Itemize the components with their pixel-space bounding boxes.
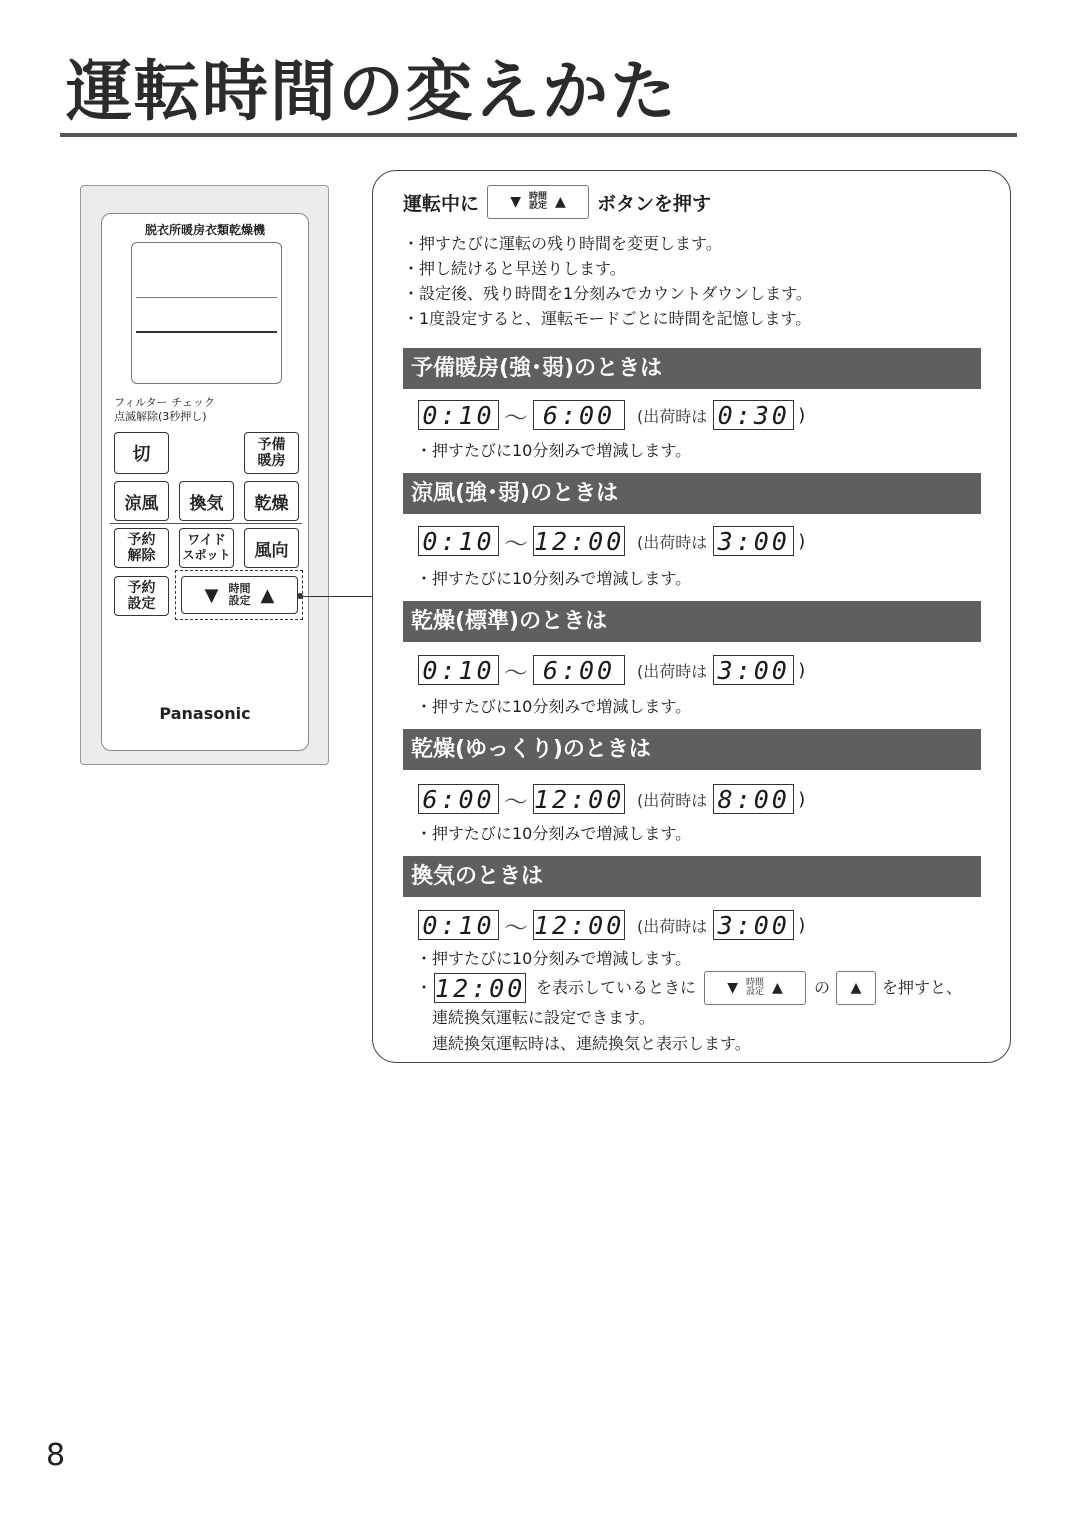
up-triangle-icon: ▲ bbox=[555, 194, 566, 210]
close-paren: ) bbox=[798, 788, 806, 810]
cool-button[interactable]: 涼風 bbox=[114, 481, 169, 521]
list-item: ・設定後、残り時間を1分刻みでカウントダウンします。 bbox=[403, 284, 812, 303]
key-label bbox=[746, 979, 764, 997]
section-heading-vent: 換気のときは bbox=[403, 856, 981, 897]
lcd-max: 6:00 bbox=[533, 655, 625, 685]
continuous-text2: の bbox=[814, 978, 831, 997]
filter-check-label-line1: フィルター チェック bbox=[114, 396, 215, 409]
lcd-default: 3:00 bbox=[713, 910, 794, 940]
default-label: (出荷時は bbox=[637, 790, 708, 810]
heading-text-post: ボタンを押す bbox=[597, 192, 712, 215]
range-tilde: 〜 bbox=[504, 403, 528, 432]
remote-divider bbox=[110, 523, 302, 524]
page-number: 8 bbox=[46, 1438, 66, 1473]
wide-label-1: ワイド bbox=[187, 533, 226, 548]
continuous-vent-note bbox=[416, 971, 962, 1057]
section-note: ・押すたびに10分刻みで増減します。 bbox=[416, 949, 692, 968]
remote-control-illustration bbox=[80, 185, 329, 765]
continuous-vent-line2: 連続換気運転に設定できます。 bbox=[432, 1008, 655, 1027]
instruction-panel bbox=[372, 170, 1011, 1063]
lcd-default: 3:00 bbox=[713, 526, 794, 556]
lcd-1200: 12:00 bbox=[435, 974, 526, 1003]
leader-line bbox=[303, 596, 373, 597]
range-tilde: 〜 bbox=[504, 529, 528, 558]
down-triangle-icon: ▼ bbox=[727, 980, 739, 996]
continuous-text1: を表示しているときに bbox=[536, 978, 697, 997]
close-paren: ) bbox=[798, 914, 806, 936]
lcd-default: 3:00 bbox=[713, 655, 794, 685]
up-triangle-icon: ▲ bbox=[850, 980, 862, 996]
up-triangle-icon: ▲ bbox=[260, 584, 275, 606]
time-range-row bbox=[418, 654, 805, 686]
wide-label-2: スポット bbox=[182, 548, 231, 562]
default-label: (出荷時は bbox=[637, 916, 708, 936]
continuous-text3: を押すと、 bbox=[882, 978, 963, 997]
continuous-vent-line1 bbox=[416, 971, 962, 1005]
key-label-2: 設定 bbox=[529, 201, 548, 211]
reserve-label-2: 設定 bbox=[127, 596, 156, 612]
brand-logo: Panasonic bbox=[159, 704, 251, 723]
filter-check-label bbox=[114, 396, 215, 424]
heading-text-pre: 運転中に bbox=[403, 192, 480, 215]
key-label bbox=[529, 193, 547, 211]
key-label-2: 設定 bbox=[746, 987, 765, 997]
section-heading-dry-standard: 乾燥(標準)のときは bbox=[403, 601, 981, 642]
lcd-min: 0:10 bbox=[418, 910, 499, 940]
lcd-min: 0:10 bbox=[418, 400, 499, 430]
close-paren: ) bbox=[798, 659, 806, 681]
section-note: ・押すたびに10分刻みで増減します。 bbox=[416, 441, 692, 460]
section-heading-cool: 涼風(強･弱)のときは bbox=[403, 473, 981, 514]
close-paren: ) bbox=[798, 530, 806, 552]
page-title: 運転時間の変えかた bbox=[66, 53, 678, 130]
preheat-button[interactable] bbox=[244, 432, 299, 474]
list-item: ・1度設定すると、運転モードごとに時間を記憶します。 bbox=[403, 309, 812, 328]
section-note: ・押すたびに10分刻みで増減します。 bbox=[416, 697, 692, 716]
down-triangle-icon: ▼ bbox=[204, 584, 219, 606]
range-tilde: 〜 bbox=[504, 658, 528, 687]
lcd-max: 12:00 bbox=[534, 785, 625, 814]
time-setting-button[interactable] bbox=[181, 576, 298, 614]
preheat-label-1: 予備 bbox=[257, 437, 286, 453]
reserve-label-1: 予約 bbox=[127, 580, 156, 596]
range-tilde: 〜 bbox=[504, 787, 528, 816]
time-label-1: 時間 bbox=[228, 582, 251, 595]
cancel-label-2: 解除 bbox=[127, 548, 156, 564]
lcd-max: 12:00 bbox=[534, 911, 625, 940]
time-range-row bbox=[418, 399, 805, 431]
bullet-mark: ・ bbox=[416, 978, 433, 997]
default-label: (出荷時は bbox=[637, 532, 708, 552]
up-triangle-icon: ▲ bbox=[772, 980, 783, 996]
filter-check-label-line2: 点滅解除(3秒押し) bbox=[114, 410, 207, 423]
section-note: ・押すたびに10分刻みで増減します。 bbox=[416, 824, 692, 843]
dry-button[interactable]: 乾燥 bbox=[244, 481, 299, 521]
reservation-cancel-button[interactable] bbox=[114, 528, 169, 568]
cancel-label-1: 予約 bbox=[127, 532, 156, 548]
lcd-max: 6:00 bbox=[533, 400, 625, 430]
remote-face bbox=[101, 213, 309, 751]
reservation-set-button[interactable] bbox=[114, 576, 169, 616]
lcd-default: 0:30 bbox=[713, 400, 794, 430]
up-key bbox=[836, 971, 876, 1005]
bullet-list bbox=[403, 231, 812, 331]
list-item: ・押すたびに運転の残り時間を変更します。 bbox=[403, 234, 722, 253]
remote-model-label: 脱衣所暖房衣類乾燥機 bbox=[144, 223, 265, 237]
lcd-default: 8:00 bbox=[713, 784, 794, 814]
display-line bbox=[136, 297, 277, 298]
time-setting-key bbox=[704, 971, 806, 1005]
time-range-row bbox=[418, 783, 805, 815]
section-heading-preheat: 予備暖房(強･弱)のときは bbox=[403, 348, 981, 389]
time-label-2: 設定 bbox=[228, 594, 251, 607]
default-label: (出荷時は bbox=[637, 406, 708, 426]
display-line bbox=[136, 331, 277, 333]
air-direction-button[interactable]: 風向 bbox=[244, 528, 299, 568]
section-note: ・押すたびに10分刻みで増減します。 bbox=[416, 569, 692, 588]
range-tilde: 〜 bbox=[504, 913, 528, 942]
key-label-1: 時間 bbox=[529, 192, 548, 202]
lcd-max: 12:00 bbox=[534, 527, 625, 556]
time-setting-label bbox=[229, 583, 251, 607]
list-item: ・押し続けると早送りします。 bbox=[403, 259, 626, 278]
lcd-min: 0:10 bbox=[418, 655, 499, 685]
panel-heading bbox=[403, 185, 711, 219]
down-triangle-icon: ▼ bbox=[510, 194, 521, 210]
vent-button[interactable]: 換気 bbox=[179, 481, 234, 521]
section-heading-dry-slow: 乾燥(ゆっくり)のときは bbox=[403, 729, 981, 770]
close-paren: ) bbox=[798, 404, 806, 426]
lcd-min: 0:10 bbox=[418, 526, 499, 556]
default-label: (出荷時は bbox=[637, 661, 708, 681]
continuous-vent-line3: 連続換気運転時は、連続換気と表示します。 bbox=[432, 1034, 751, 1053]
time-setting-key bbox=[487, 185, 589, 219]
wide-spot-button[interactable] bbox=[179, 528, 234, 568]
time-range-row bbox=[418, 525, 805, 557]
lcd-min: 6:00 bbox=[418, 784, 499, 814]
title-rule bbox=[60, 133, 1017, 137]
off-button[interactable]: 切 bbox=[114, 432, 169, 474]
time-range-row bbox=[418, 909, 805, 941]
remote-display bbox=[131, 242, 282, 384]
key-label-1: 時間 bbox=[746, 978, 765, 988]
preheat-label-2: 暖房 bbox=[257, 453, 286, 469]
